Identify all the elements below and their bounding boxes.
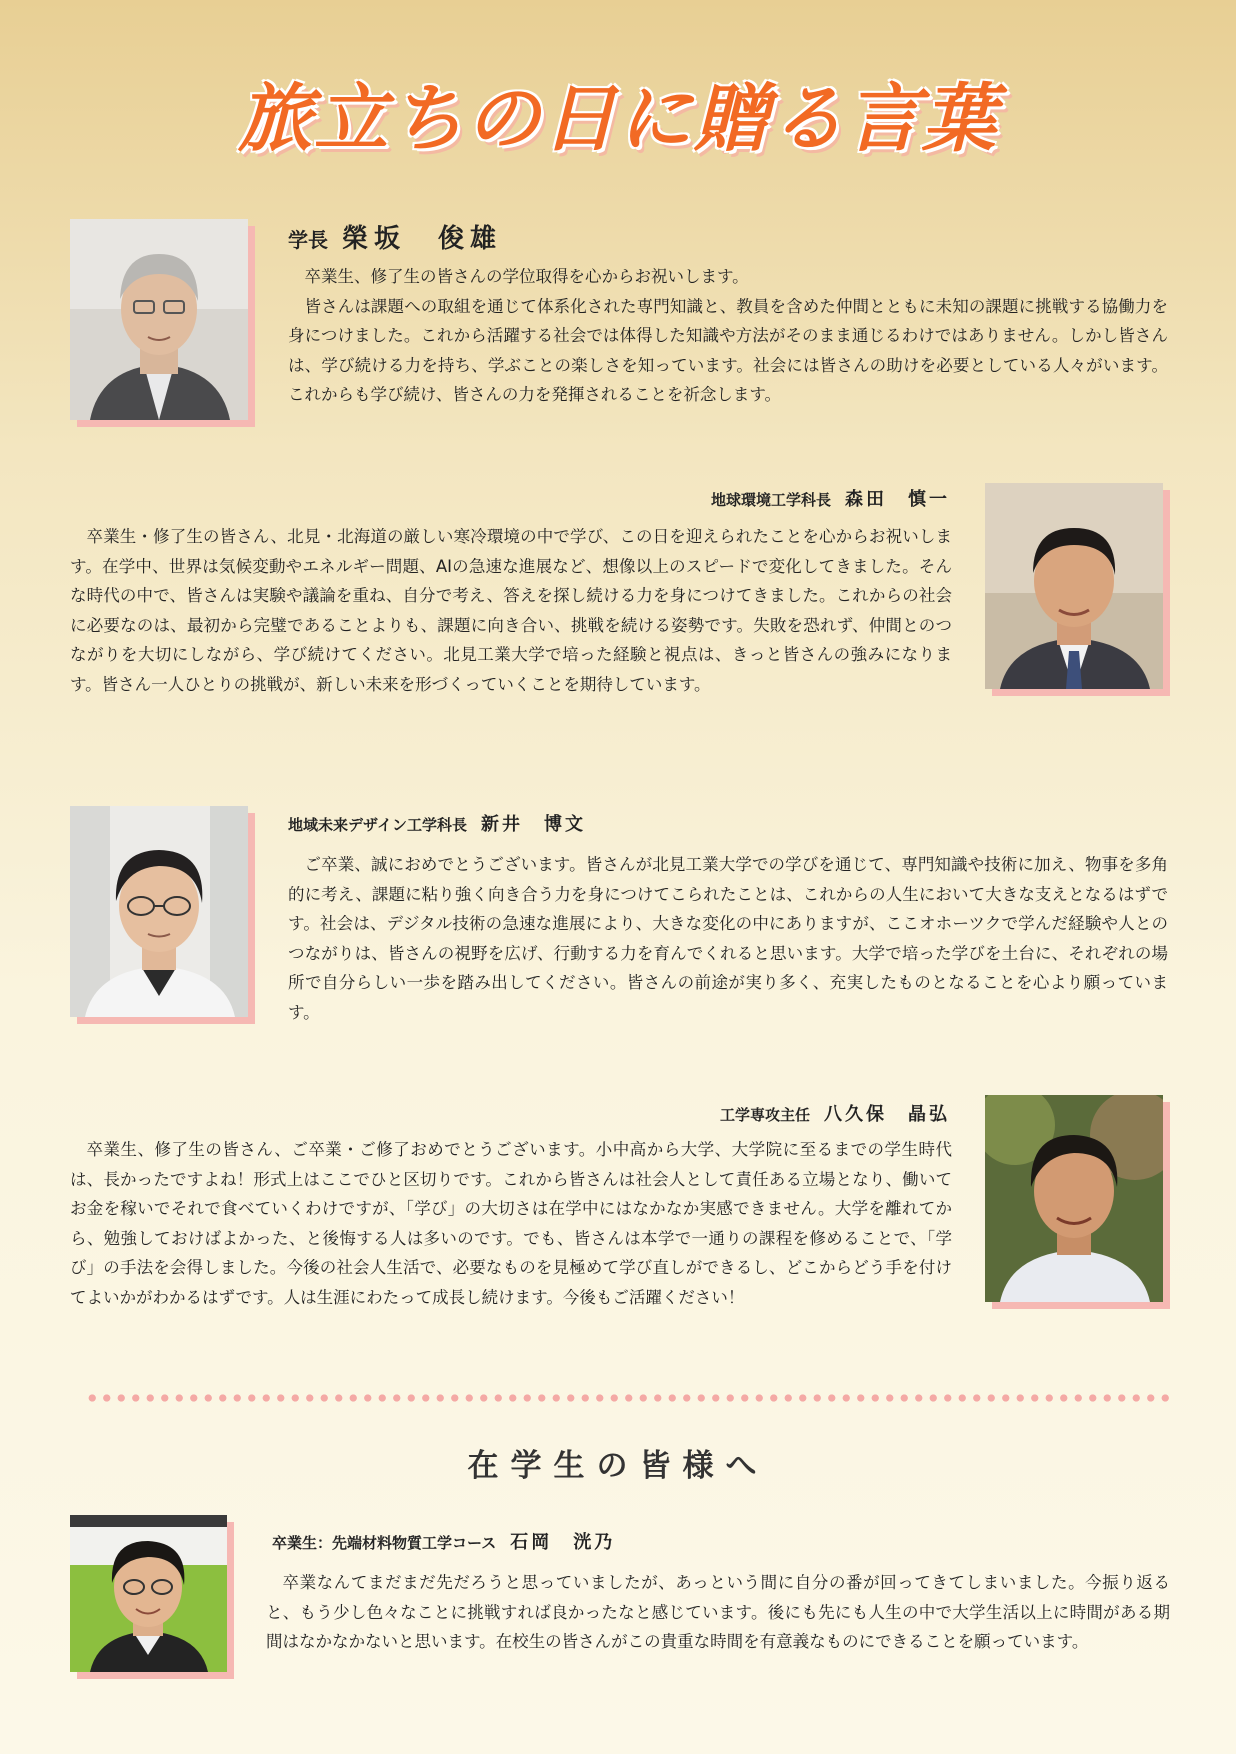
dept-head-design-person: 新井 博文 [480,814,586,835]
engineering-chief-person: 八久保 晶弘 [824,1104,950,1125]
president-photo-icon [70,219,248,420]
dept-head-design-photo-icon [70,806,248,1017]
dept-head-design-photo [70,806,248,1017]
engineering-chief-name [720,1100,950,1126]
graduate-photo [70,1515,227,1672]
president-role: 学長 [288,228,328,252]
dotted-divider [85,1393,1175,1403]
message-paragraph: 卒業生・修了生の皆さん、北見・北海道の厳しい寒冷環境の中で学び、この日を迎えられたことを心からお祝いします。在学中、世界は気候変動やエネルギー問題、AIの急速な進展など、想像以上のスピードで変化してきました。そんな時代の中で、皆さんは実験や議論を重ね、自分で考え、答えを探し続ける力を身につけてきました。これからの社会に必要なのは、最初から完璧であることよりも、課題に向き合い、挑戦を続ける姿勢です。失敗を恐れず、仲間とのつながりを大切にしながら、学び続けてください。北見工業大学で培った経験と視点は、きっと皆さんの強みになります。皆さん一人ひとりの挑戦が、新しい未来を形づくっていくことを期待しています。 [70,527,952,694]
dept-head-design-role: 地域未来デザイン工学科長 [288,816,467,834]
president-photo [70,219,248,420]
president-message [288,262,1168,410]
engineering-chief-photo [985,1095,1163,1302]
dept-head-earth-message [70,522,952,700]
dept-head-earth-name [711,485,950,511]
message-paragraph: 卒業生、修了生の皆さんの学位取得を心からお祝いします。 [304,267,749,286]
section-title: 在学生の皆様へ [467,1448,769,1484]
message-paragraph: ご卒業、誠におめでとうございます。皆さんが北見工業大学での学びを通じて、専門知識や技術に加え、物事を多角的に考え、課題に粘り強く向き合う力を身につけてこられたことは、これからの人生において大きな支えとなるはずです。社会は、デジタル技術の急速な進展により、大きな変化の中にありますが、ここオホーツクで学んだ経験や人とのつながりは、皆さんの視野を広げ、行動する力を育んでくれると思います。大学で培った学びを土台に、それぞれの場所で自分らしい一歩を踏み出してください。皆さんの前途が実り多く、充実したものとなることを心より願っています。 [288,855,1168,1022]
president-name [288,218,502,255]
graduate-name [272,1528,615,1554]
message-paragraph: 卒業生、修了生の皆さん、ご卒業・ご修了おめでとうございます。小中高から大学、大学院に至るまでの学生時代は、長かったですよね！形式上はここでひと区切りです。これから皆さんは社会人として責任ある立場となり、働いてお金を稼いでそれで食べていくわけですが、「学び」の大切さは在学中にはなかなか実感できません。大学を離れてから、勉強しておけばよかった、と後悔する人は多いのです。でも、皆さんは本学で一通りの課程を修めることで、「学び」の手法を会得しました。今後の社会人生活で、必要なものを見極めて学び直しができるし、どこからどう手を付けてよいかがわかるはずです。人は生涯にわたって成長し続けます。今後もご活躍ください！ [70,1140,952,1307]
engineering-chief-photo-icon [985,1095,1163,1302]
page-title: 旅立ちの日に贈る言葉 [238,76,998,162]
message-paragraph: 皆さんは課題への取組を通じて体系化された専門知識と、教員を含めた仲間とともに未知の課題に挑戦する協働力を身につけました。これから活躍する社会では体得した知識や方法がそのまま通じるわけではありません。しかし皆さんは、学び続ける力を持ち、学ぶことの楽しさを知っています。社会には皆さんの助けを必要としている人々がいます。これからも学び続け、皆さんの力を発揮されることを祈念します。 [288,296,1168,405]
engineering-chief-message [70,1135,952,1313]
dept-head-design-message [288,850,1168,1028]
dept-head-earth-photo [985,483,1163,689]
engineering-chief-role: 工学専攻主任 [719,1106,810,1124]
graduate-photo-icon [70,1515,227,1672]
dept-head-earth-photo-icon [985,483,1163,689]
graduate-role: 卒業生：先端材料物質工学コース [272,1534,497,1552]
president-person: 榮坂 俊雄 [342,224,503,254]
graduate-person: 石岡 洸乃 [510,1532,616,1553]
message-paragraph: 卒業なんてまだまだ先だろうと思っていましたが、あっという間に自分の番が回ってきてしまいました。今振り返ると、もう少し色々なことに挑戦すれば良かったなと感じています。後にも先にも人生の中で大学生活以上に時間がある期間はなかなかないと思います。在校生の皆さんがこの貴重な時間を有意義なものにできることを願っています。 [266,1573,1170,1652]
dept-head-design-name [288,810,586,836]
dept-head-earth-person: 森田 慎一 [845,489,950,510]
graduate-message [266,1568,1170,1657]
dept-head-earth-role: 地球環境工学科長 [710,491,831,509]
